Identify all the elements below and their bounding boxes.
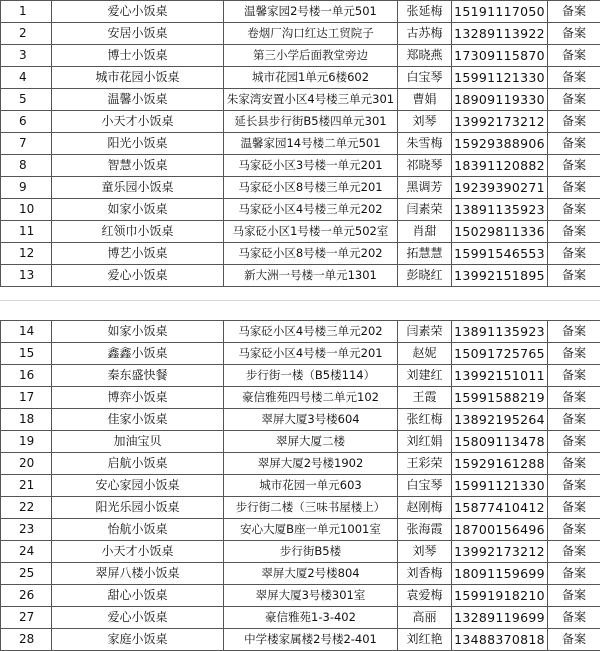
row-number: 26 xyxy=(1,585,52,607)
phone-number: 15877410412 xyxy=(452,497,548,519)
phone-number: 15929388906 xyxy=(452,133,548,155)
contact-person: 黑调芳 xyxy=(398,177,452,199)
address: 翠屏大厦2号楼1902 xyxy=(224,453,398,475)
row-number: 14 xyxy=(1,321,52,343)
table-row xyxy=(1,585,600,607)
record-status: 备案 xyxy=(548,23,600,45)
record-status: 备案 xyxy=(548,1,600,23)
row-number: 21 xyxy=(1,475,52,497)
table-row xyxy=(1,177,600,199)
contact-person: 朱雪梅 xyxy=(398,133,452,155)
record-status: 备案 xyxy=(548,133,600,155)
address: 翠屏大厦3号楼301室 xyxy=(224,585,398,607)
shop-name: 爱心小饭桌 xyxy=(52,265,224,287)
page-gap xyxy=(0,293,600,320)
row-number: 13 xyxy=(1,265,52,287)
phone-number: 13289119699 xyxy=(452,607,548,629)
row-number: 15 xyxy=(1,343,52,365)
registry-table-2 xyxy=(0,320,600,651)
shop-name: 佳家小饭桌 xyxy=(52,409,224,431)
record-status: 备案 xyxy=(548,497,600,519)
record-status: 备案 xyxy=(548,563,600,585)
row-number: 17 xyxy=(1,387,52,409)
shop-name: 童乐园小饭桌 xyxy=(52,177,224,199)
address: 马家砭小区1号楼一单元502室 xyxy=(224,221,398,243)
row-number: 9 xyxy=(1,177,52,199)
address: 中学楼家属楼2号楼2-401 xyxy=(224,629,398,651)
row-number: 8 xyxy=(1,155,52,177)
contact-person: 刘红艳 xyxy=(398,629,452,651)
row-number: 24 xyxy=(1,541,52,563)
address: 翠屏大厦2号楼804 xyxy=(224,563,398,585)
phone-number: 13891135923 xyxy=(452,199,548,221)
phone-number: 15029811336 xyxy=(452,221,548,243)
shop-name: 阳光乐园小饭桌 xyxy=(52,497,224,519)
address: 步行街一楼（B5楼114） xyxy=(224,365,398,387)
table-row xyxy=(1,111,600,133)
contact-person: 刘香梅 xyxy=(398,563,452,585)
table-row xyxy=(1,431,600,453)
contact-person: 张海霞 xyxy=(398,519,452,541)
phone-number: 13992173212 xyxy=(452,541,548,563)
shop-name: 博艺小饭桌 xyxy=(52,243,224,265)
phone-number: 18091159699 xyxy=(452,563,548,585)
table-row xyxy=(1,67,600,89)
row-number: 1 xyxy=(1,1,52,23)
record-status: 备案 xyxy=(548,629,600,651)
record-status: 备案 xyxy=(548,177,600,199)
shop-name: 阳光小饭桌 xyxy=(52,133,224,155)
contact-person: 王霞 xyxy=(398,387,452,409)
table-row xyxy=(1,45,600,67)
shop-name: 如家小饭桌 xyxy=(52,321,224,343)
row-number: 22 xyxy=(1,497,52,519)
row-number: 12 xyxy=(1,243,52,265)
table-row xyxy=(1,475,600,497)
table-row xyxy=(1,607,600,629)
shop-name: 城市花园小饭桌 xyxy=(52,67,224,89)
record-status: 备案 xyxy=(548,321,600,343)
phone-number: 13992173212 xyxy=(452,111,548,133)
table-row xyxy=(1,453,600,475)
address: 翠屏大厦3号楼604 xyxy=(224,409,398,431)
shop-name: 启航小饭桌 xyxy=(52,453,224,475)
address: 温馨家园2号楼一单元501 xyxy=(224,1,398,23)
shop-name: 博弈小饭桌 xyxy=(52,387,224,409)
contact-person: 郑晓燕 xyxy=(398,45,452,67)
address: 朱家湾安置小区4号楼三单元301 xyxy=(224,89,398,111)
phone-number: 19239390271 xyxy=(452,177,548,199)
shop-name: 小天才小饭桌 xyxy=(52,541,224,563)
phone-number: 15929161288 xyxy=(452,453,548,475)
contact-person: 彭晓红 xyxy=(398,265,452,287)
contact-person: 刘琴 xyxy=(398,111,452,133)
table-row xyxy=(1,1,600,23)
phone-number: 15991121330 xyxy=(452,475,548,497)
record-status: 备案 xyxy=(548,387,600,409)
table-row xyxy=(1,343,600,365)
phone-number: 13992151895 xyxy=(452,265,548,287)
record-status: 备案 xyxy=(548,541,600,563)
record-status: 备案 xyxy=(548,343,600,365)
row-number: 10 xyxy=(1,199,52,221)
contact-person: 赵妮 xyxy=(398,343,452,365)
row-number: 3 xyxy=(1,45,52,67)
phone-number: 15091725765 xyxy=(452,343,548,365)
shop-name: 爱心小饭桌 xyxy=(52,1,224,23)
address: 卷烟厂沟口红达工贸院子 xyxy=(224,23,398,45)
shop-name: 秦东盛快餐 xyxy=(52,365,224,387)
record-status: 备案 xyxy=(548,221,600,243)
table-row xyxy=(1,23,600,45)
phone-number: 13488370818 xyxy=(452,629,548,651)
record-status: 备案 xyxy=(548,199,600,221)
record-status: 备案 xyxy=(548,45,600,67)
address: 马家砭小区8号楼三单元201 xyxy=(224,177,398,199)
contact-person: 刘红娟 xyxy=(398,431,452,453)
table-row xyxy=(1,265,600,287)
shop-name: 怡航小饭桌 xyxy=(52,519,224,541)
table-row xyxy=(1,387,600,409)
contact-person: 袁爱梅 xyxy=(398,585,452,607)
contact-person: 刘琴 xyxy=(398,541,452,563)
page-divider xyxy=(0,300,600,301)
shop-name: 温馨小饭桌 xyxy=(52,89,224,111)
row-number: 6 xyxy=(1,111,52,133)
shop-name: 翠屏八楼小饭桌 xyxy=(52,563,224,585)
address: 马家砭小区8号楼一单元202 xyxy=(224,243,398,265)
row-number: 18 xyxy=(1,409,52,431)
address: 安心大厦B座一单元1001室 xyxy=(224,519,398,541)
table-row xyxy=(1,155,600,177)
table-row xyxy=(1,541,600,563)
contact-person: 白宝琴 xyxy=(398,67,452,89)
contact-person: 闫素荣 xyxy=(398,321,452,343)
contact-person: 古苏梅 xyxy=(398,23,452,45)
address: 第三小学后面教堂旁边 xyxy=(224,45,398,67)
table-row xyxy=(1,629,600,651)
row-number: 19 xyxy=(1,431,52,453)
shop-name: 鑫鑫小饭桌 xyxy=(52,343,224,365)
record-status: 备案 xyxy=(548,243,600,265)
table-row xyxy=(1,199,600,221)
shop-name: 家庭小饭桌 xyxy=(52,629,224,651)
row-number: 16 xyxy=(1,365,52,387)
shop-name: 博士小饭桌 xyxy=(52,45,224,67)
shop-name: 智慧小饭桌 xyxy=(52,155,224,177)
address: 豪信雅苑1-3-402 xyxy=(224,607,398,629)
address: 马家砭小区4号楼一单元201 xyxy=(224,343,398,365)
table-row xyxy=(1,409,600,431)
phone-number: 15991121330 xyxy=(452,67,548,89)
contact-person: 高丽 xyxy=(398,607,452,629)
contact-person: 赵刚梅 xyxy=(398,497,452,519)
phone-number: 18909119330 xyxy=(452,89,548,111)
record-status: 备案 xyxy=(548,607,600,629)
phone-number: 18391120882 xyxy=(452,155,548,177)
record-status: 备案 xyxy=(548,409,600,431)
row-number: 25 xyxy=(1,563,52,585)
row-number: 28 xyxy=(1,629,52,651)
row-number: 2 xyxy=(1,23,52,45)
record-status: 备案 xyxy=(548,67,600,89)
table-row xyxy=(1,89,600,111)
shop-name: 小天才小饭桌 xyxy=(52,111,224,133)
contact-person: 白宝琴 xyxy=(398,475,452,497)
registry-table-1 xyxy=(0,0,600,287)
shop-name: 爱心小饭桌 xyxy=(52,607,224,629)
row-number: 20 xyxy=(1,453,52,475)
address: 新大洲一号楼一单元1301 xyxy=(224,265,398,287)
record-status: 备案 xyxy=(548,453,600,475)
row-number: 27 xyxy=(1,607,52,629)
table-block-1 xyxy=(0,0,600,287)
contact-person: 祁晓琴 xyxy=(398,155,452,177)
phone-number: 13992151011 xyxy=(452,365,548,387)
shop-name: 安心家园小饭桌 xyxy=(52,475,224,497)
contact-person: 肖甜 xyxy=(398,221,452,243)
phone-number: 15191117050 xyxy=(452,1,548,23)
address: 温馨家园14号楼二单元501 xyxy=(224,133,398,155)
table-block-2 xyxy=(0,320,600,651)
row-number: 4 xyxy=(1,67,52,89)
address: 延长县步行街B5楼四单元301 xyxy=(224,111,398,133)
contact-person: 闫素荣 xyxy=(398,199,452,221)
record-status: 备案 xyxy=(548,111,600,133)
phone-number: 13891135923 xyxy=(452,321,548,343)
contact-person: 刘建红 xyxy=(398,365,452,387)
address: 马家砭小区4号楼三单元202 xyxy=(224,199,398,221)
address: 豪信雅苑四号楼二单元102 xyxy=(224,387,398,409)
phone-number: 13289113922 xyxy=(452,23,548,45)
contact-person: 张延梅 xyxy=(398,1,452,23)
table-row xyxy=(1,563,600,585)
table-row xyxy=(1,497,600,519)
phone-number: 13892195264 xyxy=(452,409,548,431)
row-number: 7 xyxy=(1,133,52,155)
shop-name: 红领巾小饭桌 xyxy=(52,221,224,243)
row-number: 5 xyxy=(1,89,52,111)
address: 马家砭小区4号楼三单元202 xyxy=(224,321,398,343)
record-status: 备案 xyxy=(548,265,600,287)
phone-number: 15809113478 xyxy=(452,431,548,453)
row-number: 11 xyxy=(1,221,52,243)
record-status: 备案 xyxy=(548,519,600,541)
table-row xyxy=(1,133,600,155)
record-status: 备案 xyxy=(548,475,600,497)
contact-person: 曹娟 xyxy=(398,89,452,111)
shop-name: 加油宝贝 xyxy=(52,431,224,453)
table-row xyxy=(1,519,600,541)
record-status: 备案 xyxy=(548,89,600,111)
table-row xyxy=(1,243,600,265)
address: 步行街B5楼 xyxy=(224,541,398,563)
address: 步行街二楼（三味书屋楼上） xyxy=(224,497,398,519)
table-row xyxy=(1,365,600,387)
shop-name: 安居小饭桌 xyxy=(52,23,224,45)
phone-number: 17309115870 xyxy=(452,45,548,67)
phone-number: 18700156496 xyxy=(452,519,548,541)
table-row xyxy=(1,221,600,243)
contact-person: 王彩荣 xyxy=(398,453,452,475)
record-status: 备案 xyxy=(548,585,600,607)
record-status: 备案 xyxy=(548,365,600,387)
address: 翠屏大厦二楼 xyxy=(224,431,398,453)
address: 城市花园1单元6楼602 xyxy=(224,67,398,89)
address: 马家砭小区3号楼一单元201 xyxy=(224,155,398,177)
shop-name: 如家小饭桌 xyxy=(52,199,224,221)
phone-number: 15991588219 xyxy=(452,387,548,409)
address: 城市花园一单元603 xyxy=(224,475,398,497)
table-row xyxy=(1,321,600,343)
contact-person: 拓慧慧 xyxy=(398,243,452,265)
record-status: 备案 xyxy=(548,155,600,177)
contact-person: 张红梅 xyxy=(398,409,452,431)
phone-number: 15991918210 xyxy=(452,585,548,607)
shop-name: 甜心小饭桌 xyxy=(52,585,224,607)
row-number: 23 xyxy=(1,519,52,541)
record-status: 备案 xyxy=(548,431,600,453)
phone-number: 15991546553 xyxy=(452,243,548,265)
